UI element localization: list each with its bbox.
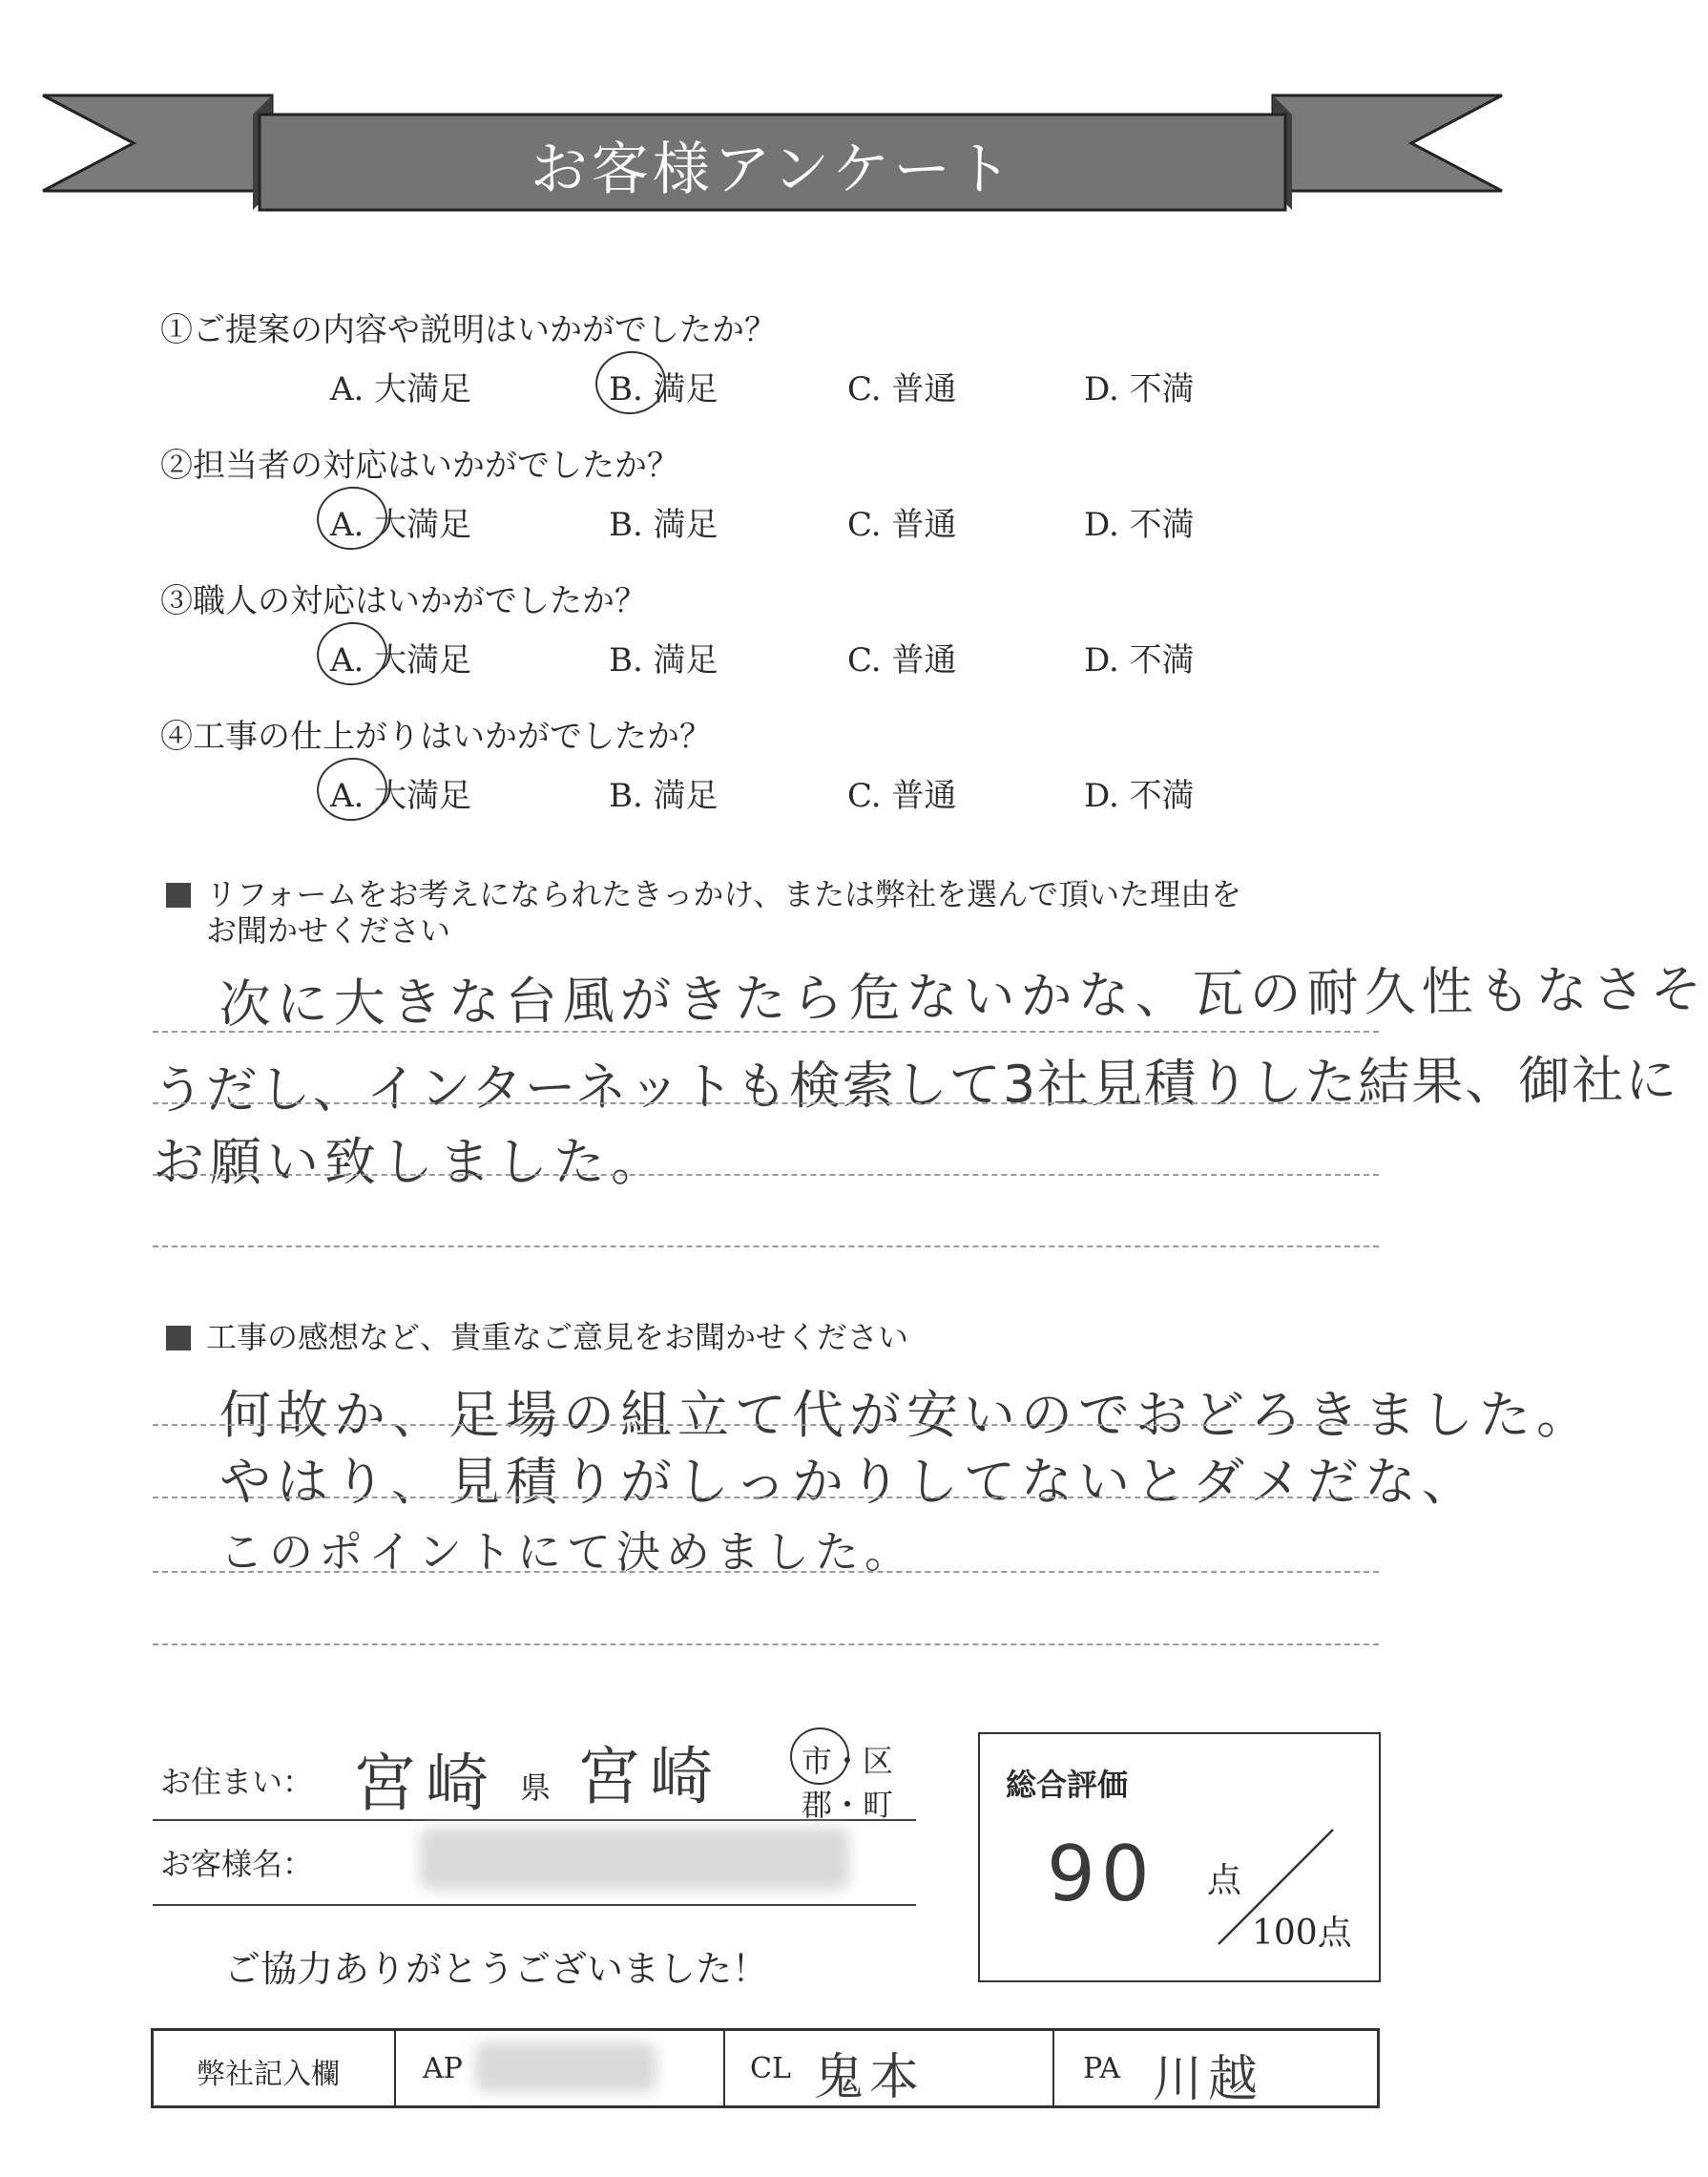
address-underline — [153, 1819, 916, 1821]
q4-option-a[interactable]: A. 大満足 — [330, 769, 471, 816]
redacted-ap-name — [475, 2042, 656, 2092]
question-2: ②担当者の対応はいかがでしたか？ — [160, 447, 679, 485]
ap-label: AP — [423, 2052, 463, 2085]
q2-option-d[interactable]: D. 不満 — [1084, 506, 1195, 544]
question-2-options — [0, 498, 1545, 546]
q4-option-b[interactable]: B. 満足 — [609, 777, 719, 815]
section1-answer-line-1: 次に大きな台風がきたら危ないかな、瓦の耐久性もなさそ — [219, 958, 1708, 1036]
customer-name-label: お客様名： — [160, 1846, 314, 1882]
bullet-square-icon — [166, 883, 191, 908]
address-shi[interactable]: 市・区 — [802, 1737, 893, 1781]
customer-name-underline — [153, 1904, 916, 1906]
writing-line — [153, 1571, 1379, 1573]
q1-option-b[interactable]: B. 満足 — [609, 363, 719, 409]
bullet-square-icon — [166, 1326, 191, 1350]
address-prefecture: 宮崎 — [353, 1747, 498, 1820]
section1-answer-line-2: うだし、インターネットも検索して3社見積りした結果、御社に — [152, 1049, 1679, 1121]
pa-label: PA — [1083, 2052, 1121, 2085]
overall-rating-value: 90 — [1047, 1830, 1156, 1918]
writing-line — [153, 1031, 1379, 1033]
cl-cell — [723, 2031, 1054, 2105]
writing-line — [153, 1102, 1379, 1104]
address-label: お住まい： — [160, 1764, 314, 1800]
section2-answer-line-3: このポイントにて決めました。 — [219, 1526, 914, 1578]
writing-line — [153, 1174, 1379, 1176]
writing-line — [153, 1245, 1379, 1247]
section2-heading: 工事の感想など、貴重なご意見をお聞かせください — [166, 1319, 908, 1355]
q1-option-a[interactable]: A. 大満足 — [330, 370, 472, 408]
office-label: 弊社記入欄 — [197, 2058, 340, 2091]
q3-option-c[interactable]: C. 普通 — [847, 641, 957, 680]
q1-option-d[interactable]: D. 不満 — [1084, 370, 1195, 408]
points-max: 100点 — [1252, 1914, 1352, 1953]
points-unit: 点 — [1207, 1861, 1242, 1900]
page-title: お客様アンケート — [530, 136, 1016, 203]
section1-heading: リフォームをお考えになられたきっかけ、または弊社を選んで頂いた理由を お聞かせください — [166, 876, 1241, 949]
question-3: ③職人の対応はいかがでしたか？ — [160, 582, 647, 620]
thanks-message: ご協力ありがとうございました！ — [224, 1948, 769, 1990]
pa-value: 川越 — [1153, 2051, 1264, 2108]
section2-answer-line-1: 何故か、足場の組立て代が安いのでおどろきました。 — [219, 1385, 1593, 1445]
question-3-options — [0, 634, 1545, 681]
section2-answer-line-2: やはり、見積りがしっかりしてないとダメだな、 — [219, 1452, 1479, 1512]
pa-cell — [1052, 2031, 1374, 2108]
writing-line — [153, 1424, 1379, 1426]
address-prefecture-suffix: 県 — [520, 1769, 552, 1806]
overall-rating-label: 総合評価 — [1006, 1767, 1129, 1803]
question-1: ①ご提案の内容や説明はいかがでしたか？ — [160, 311, 777, 349]
q3-option-b[interactable]: B. 満足 — [609, 641, 719, 680]
cl-value: 鬼本 — [814, 2049, 926, 2106]
question-1-options — [0, 363, 1545, 410]
writing-line — [153, 1643, 1379, 1645]
writing-line — [153, 1497, 1379, 1498]
question-4: ④工事の仕上がりはいかがでしたか？ — [160, 718, 712, 756]
overall-rating-box — [978, 1732, 1381, 1982]
office-label-cell — [154, 2031, 396, 2105]
redacted-customer-name — [420, 1828, 849, 1890]
q1-option-c[interactable]: C. 普通 — [847, 370, 957, 408]
q4-option-d[interactable]: D. 不満 — [1084, 777, 1195, 815]
cl-label: CL — [750, 2052, 791, 2085]
ap-cell — [394, 2031, 725, 2105]
q3-option-a[interactable]: A. 大満足 — [330, 634, 471, 680]
q2-option-c[interactable]: C. 普通 — [847, 506, 957, 544]
q3-option-d[interactable]: D. 不満 — [1084, 641, 1195, 680]
q2-option-b[interactable]: B. 満足 — [609, 506, 719, 544]
section1-answer-line-3: お願い致しました。 — [153, 1132, 668, 1192]
question-4-options — [0, 769, 1545, 817]
q2-option-a[interactable]: A. 大満足 — [330, 498, 471, 545]
q4-option-c[interactable]: C. 普通 — [847, 777, 957, 815]
office-use-table — [151, 2028, 1380, 2108]
address-gun[interactable]: 郡・町 — [802, 1787, 894, 1823]
address-city: 宮崎 — [577, 1740, 722, 1813]
